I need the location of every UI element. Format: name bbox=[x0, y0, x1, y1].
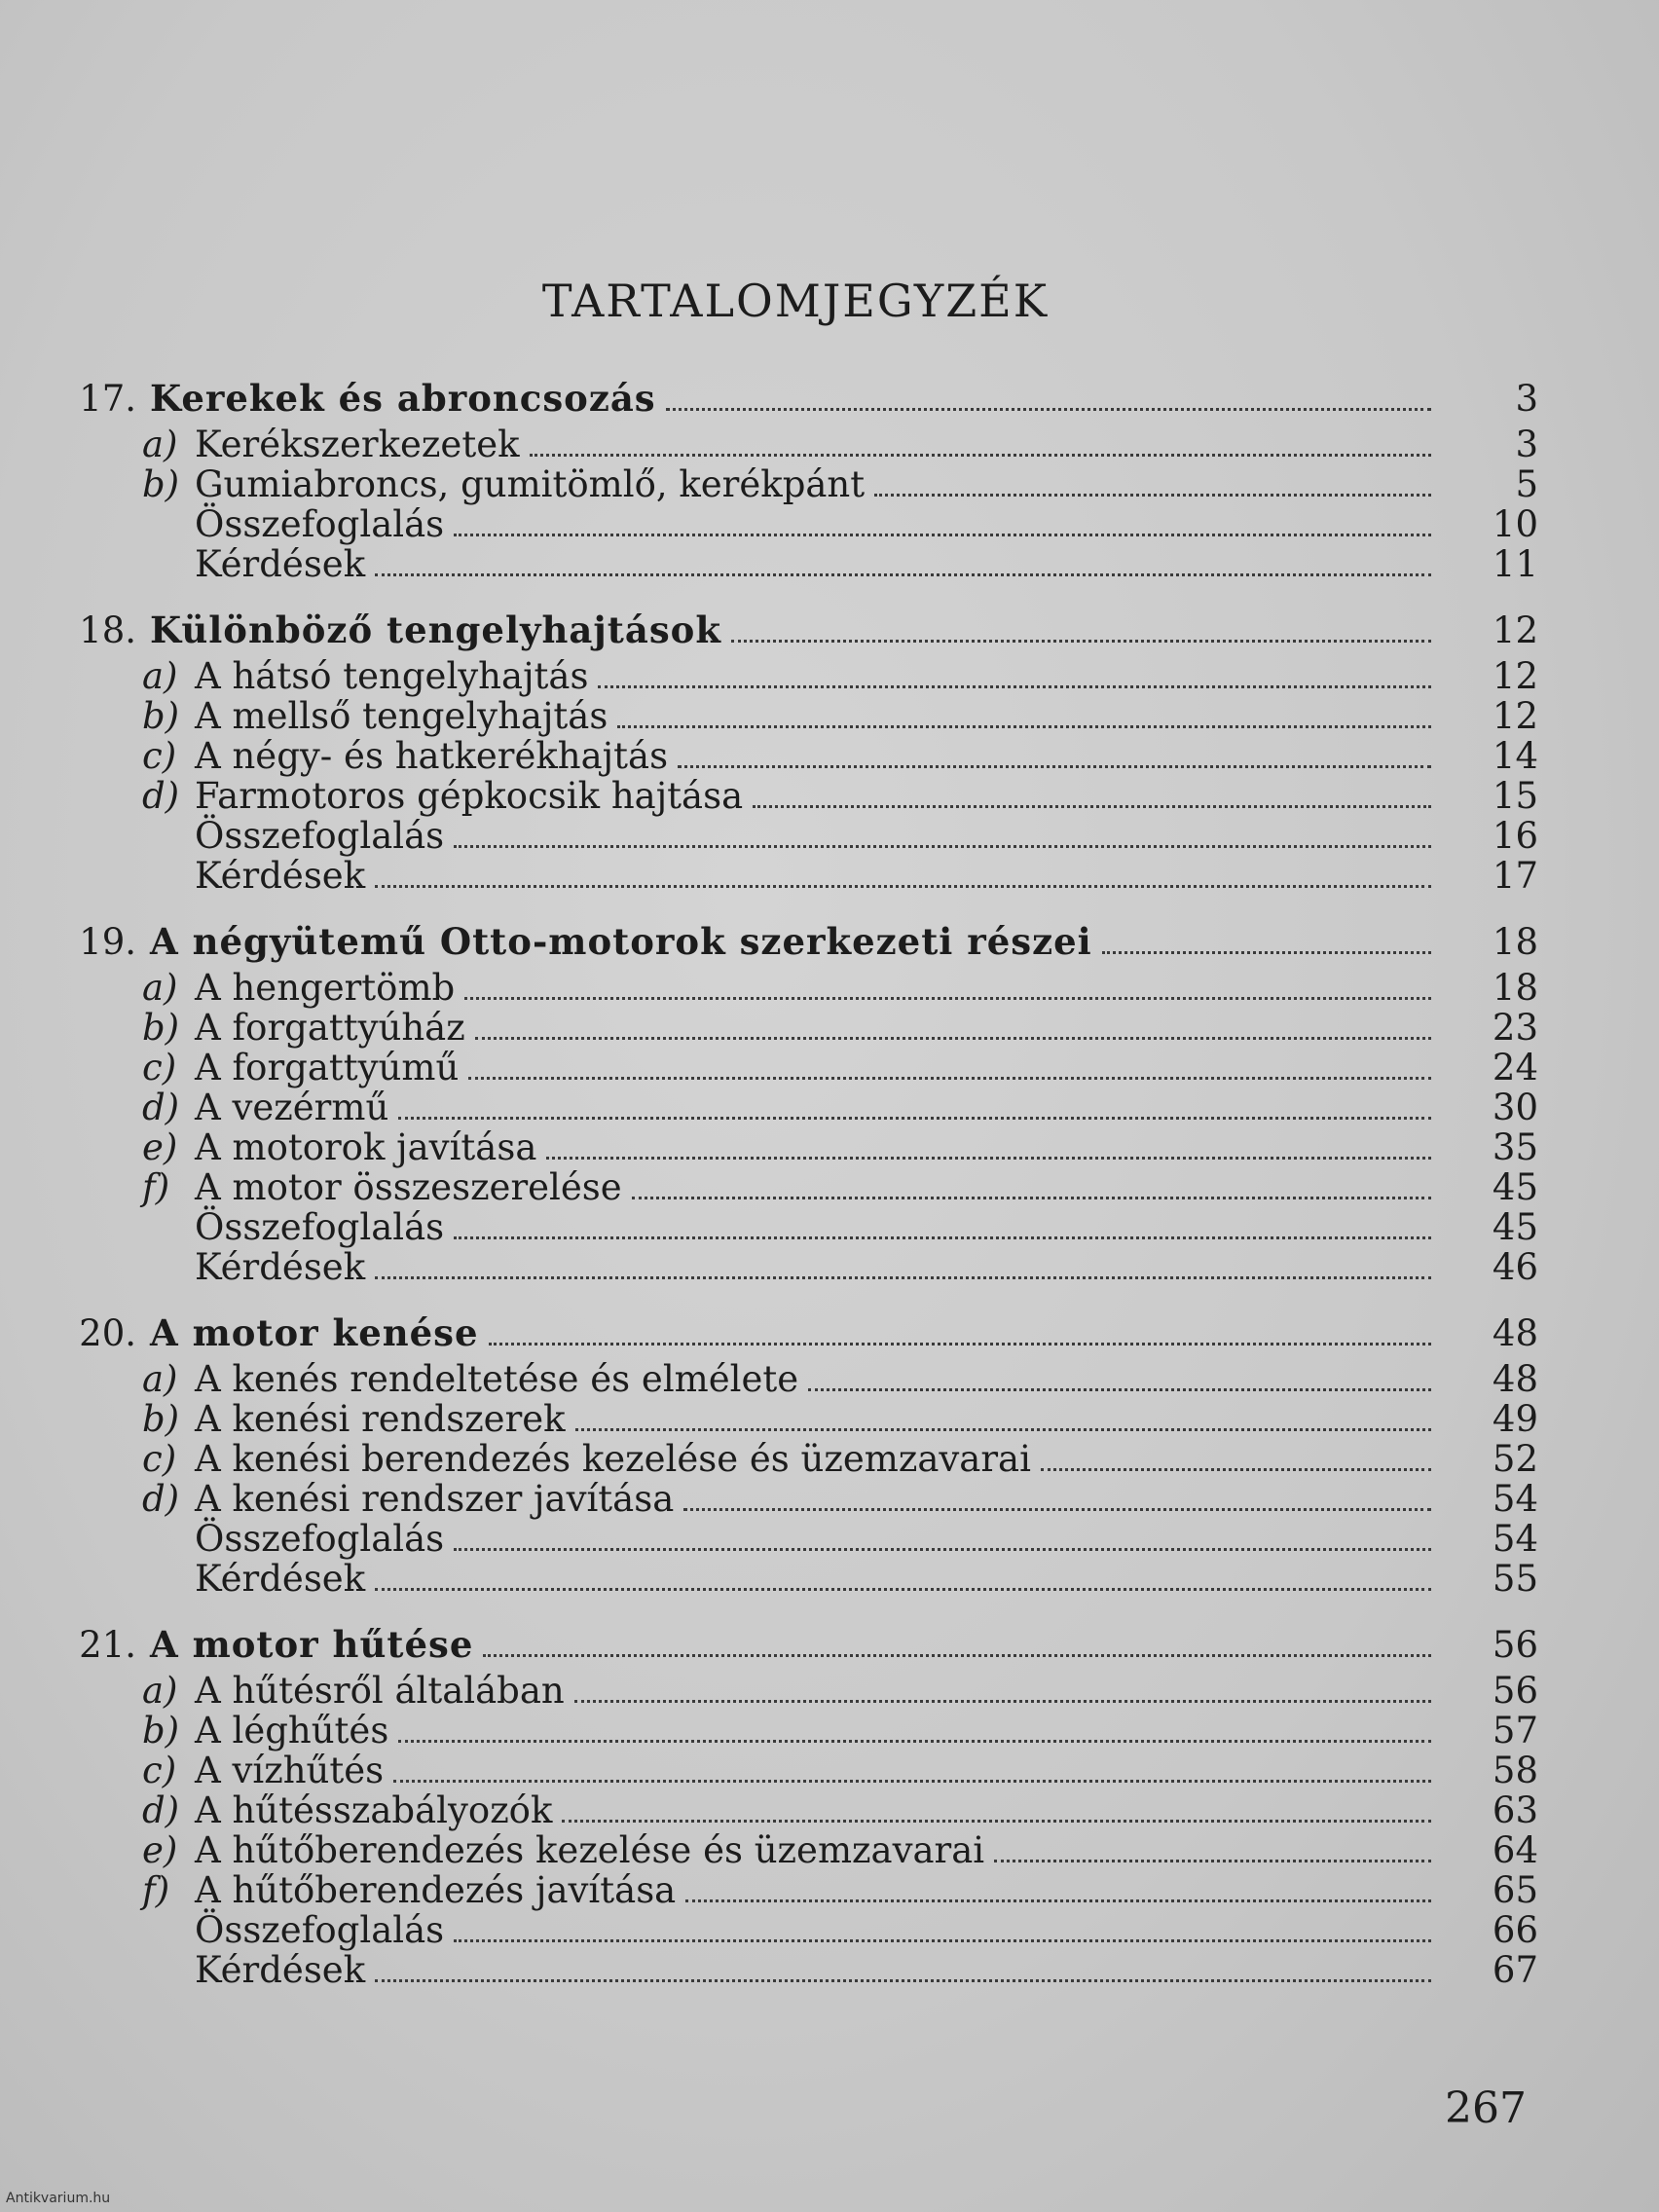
watermark: Antikvarium.hu bbox=[6, 2191, 111, 2206]
dot-leader bbox=[483, 1648, 1431, 1657]
entry-page: 14 bbox=[1492, 735, 1538, 777]
toc-entry bbox=[58, 1399, 1538, 1439]
chapter-number: 17. bbox=[79, 378, 136, 420]
toc-entry bbox=[58, 1479, 1538, 1519]
toc-entry bbox=[58, 1247, 1538, 1287]
entry-page: 17 bbox=[1492, 855, 1538, 897]
chapter-page: 48 bbox=[1492, 1312, 1538, 1354]
toc-entry bbox=[58, 656, 1538, 696]
table-of-contents bbox=[58, 374, 1538, 2011]
chapter-page: 18 bbox=[1492, 921, 1538, 963]
entry-page: 58 bbox=[1492, 1750, 1538, 1791]
dot-leader bbox=[683, 1502, 1431, 1511]
chapter-page: 56 bbox=[1492, 1624, 1538, 1666]
entry-page: 18 bbox=[1492, 967, 1538, 1009]
dot-leader bbox=[678, 759, 1431, 768]
dot-leader bbox=[375, 1973, 1431, 1982]
entry-page: 49 bbox=[1492, 1398, 1538, 1440]
dot-leader bbox=[753, 799, 1431, 808]
dot-leader bbox=[731, 634, 1431, 643]
entry-letter: a) bbox=[142, 655, 178, 697]
dot-leader bbox=[375, 879, 1431, 888]
entry-page: 5 bbox=[1515, 463, 1538, 505]
entry-page: 10 bbox=[1492, 503, 1538, 545]
dot-leader bbox=[530, 448, 1431, 457]
entry-page: 67 bbox=[1492, 1949, 1538, 1991]
chapter-title: A motor hűtése bbox=[150, 1623, 474, 1666]
entry-title: A kenési rendszerek bbox=[195, 1398, 566, 1440]
entry-title: A mellső tengelyhajtás bbox=[195, 695, 608, 737]
toc-entry bbox=[58, 856, 1538, 896]
toc-chapter bbox=[58, 1620, 1538, 1990]
entry-page: 46 bbox=[1492, 1246, 1538, 1288]
entry-page: 12 bbox=[1492, 655, 1538, 697]
toc-chapter bbox=[58, 606, 1538, 896]
toc-entry bbox=[58, 1830, 1538, 1870]
entry-page: 45 bbox=[1492, 1166, 1538, 1208]
entry-title: A hűtőberendezés javítása bbox=[195, 1869, 677, 1911]
entry-letter: e) bbox=[142, 1126, 178, 1168]
entry-title: A kenési rendszer javítása bbox=[195, 1478, 675, 1520]
toc-entry bbox=[58, 1008, 1538, 1048]
entry-page: 24 bbox=[1492, 1047, 1538, 1088]
dot-leader bbox=[475, 1031, 1431, 1040]
toc-entry bbox=[58, 1048, 1538, 1088]
entry-page: 66 bbox=[1492, 1909, 1538, 1951]
entry-page: 57 bbox=[1492, 1710, 1538, 1751]
dot-leader bbox=[994, 1854, 1431, 1862]
toc-chapter-heading bbox=[58, 1620, 1538, 1669]
entry-page: 56 bbox=[1492, 1670, 1538, 1712]
entry-page: 11 bbox=[1492, 543, 1538, 585]
entry-page: 65 bbox=[1492, 1869, 1538, 1911]
dot-leader bbox=[685, 1894, 1431, 1902]
chapter-title: A motor kenése bbox=[150, 1311, 479, 1354]
toc-entry bbox=[58, 1751, 1538, 1790]
entry-title: A léghűtés bbox=[195, 1710, 389, 1751]
toc-entry bbox=[58, 1910, 1538, 1950]
toc-entry bbox=[58, 1711, 1538, 1751]
page-title: TARTALOMJEGYZÉK bbox=[541, 275, 1050, 327]
toc-chapter bbox=[58, 374, 1538, 584]
entry-letter: c) bbox=[142, 735, 177, 777]
toc-entry bbox=[58, 1088, 1538, 1127]
dot-leader bbox=[617, 719, 1431, 728]
toc-entry bbox=[58, 696, 1538, 736]
dot-leader bbox=[632, 1191, 1431, 1199]
toc-entry bbox=[58, 1790, 1538, 1830]
chapter-title: A négyütemű Otto-motorok szerkezeti részei bbox=[150, 920, 1092, 963]
entry-title: Összefoglalás bbox=[195, 503, 445, 545]
dot-leader bbox=[375, 568, 1431, 576]
entry-letter: a) bbox=[142, 1670, 178, 1712]
page-number: 267 bbox=[1445, 2083, 1527, 2133]
toc-chapter-heading bbox=[58, 374, 1538, 423]
dot-leader bbox=[1041, 1462, 1431, 1471]
entry-letter: b) bbox=[142, 695, 180, 737]
dot-leader bbox=[454, 1542, 1431, 1551]
entry-title: A hűtésszabályozók bbox=[195, 1789, 553, 1831]
entry-title: A hűtőberendezés kezelése és üzemzavarai bbox=[195, 1829, 985, 1871]
entry-letter: f) bbox=[142, 1166, 170, 1208]
chapter-title: Kerekek és abroncsozás bbox=[150, 377, 656, 420]
entry-letter: a) bbox=[142, 1358, 178, 1400]
dot-leader bbox=[375, 1582, 1431, 1591]
entry-title: A négy- és hatkerékhajtás bbox=[195, 735, 669, 777]
toc-entry bbox=[58, 736, 1538, 776]
entry-page: 12 bbox=[1492, 695, 1538, 737]
entry-title: A vezérmű bbox=[195, 1087, 389, 1128]
entry-letter: e) bbox=[142, 1829, 178, 1871]
entry-letter: b) bbox=[142, 1710, 180, 1751]
toc-entry bbox=[58, 1359, 1538, 1399]
dot-leader bbox=[489, 1337, 1431, 1346]
toc-chapter-heading bbox=[58, 1309, 1538, 1357]
entry-page: 48 bbox=[1492, 1358, 1538, 1400]
toc-chapter bbox=[58, 917, 1538, 1287]
dot-leader bbox=[454, 1934, 1431, 1942]
entry-letter: a) bbox=[142, 967, 178, 1009]
chapter-number: 19. bbox=[79, 921, 136, 963]
toc-entry bbox=[58, 1439, 1538, 1479]
entry-letter: c) bbox=[142, 1750, 177, 1791]
toc-chapter-heading bbox=[58, 917, 1538, 966]
chapter-title: Különböző tengelyhajtások bbox=[150, 608, 721, 651]
dot-leader bbox=[375, 1271, 1431, 1279]
entry-page: 23 bbox=[1492, 1007, 1538, 1049]
entry-title: Összefoglalás bbox=[195, 1518, 445, 1560]
entry-letter: b) bbox=[142, 463, 180, 505]
entry-title: A kenés rendeltetése és elmélete bbox=[195, 1358, 799, 1400]
toc-entry bbox=[58, 424, 1538, 464]
dot-leader bbox=[398, 1734, 1431, 1743]
dot-leader bbox=[598, 680, 1431, 688]
entry-title: Gumiabroncs, gumitömlő, kerékpánt bbox=[195, 463, 866, 505]
dot-leader bbox=[546, 1151, 1431, 1160]
toc-entry bbox=[58, 1207, 1538, 1247]
toc-entry bbox=[58, 544, 1538, 584]
dot-leader bbox=[666, 402, 1431, 411]
entry-title: Összefoglalás bbox=[195, 1206, 445, 1248]
entry-title: Kérdések bbox=[195, 1246, 366, 1288]
entry-title: Kérdések bbox=[195, 855, 366, 897]
entry-title: A hűtésről általában bbox=[195, 1670, 565, 1712]
dot-leader bbox=[454, 528, 1431, 536]
entry-letter: d) bbox=[142, 1789, 180, 1831]
entry-page: 30 bbox=[1492, 1087, 1538, 1128]
toc-entry bbox=[58, 464, 1538, 504]
entry-title: A motorok javítása bbox=[195, 1126, 537, 1168]
entry-title: A hengertömb bbox=[195, 967, 456, 1009]
entry-title: A hátsó tengelyhajtás bbox=[195, 655, 589, 697]
entry-page: 16 bbox=[1492, 815, 1538, 857]
entry-page: 54 bbox=[1492, 1518, 1538, 1560]
dot-leader bbox=[1102, 945, 1431, 954]
entry-page: 55 bbox=[1492, 1558, 1538, 1600]
dot-leader bbox=[454, 839, 1431, 848]
entry-letter: d) bbox=[142, 1087, 180, 1128]
toc-entry bbox=[58, 1167, 1538, 1207]
entry-title: Kérdések bbox=[195, 1558, 366, 1600]
entry-title: Összefoglalás bbox=[195, 815, 445, 857]
entry-title: A vízhűtés bbox=[195, 1750, 385, 1791]
chapter-number: 18. bbox=[79, 609, 136, 651]
entry-letter: c) bbox=[142, 1047, 177, 1088]
entry-letter: b) bbox=[142, 1398, 180, 1440]
dot-leader bbox=[454, 1231, 1431, 1239]
toc-entry bbox=[58, 1870, 1538, 1910]
entry-letter: d) bbox=[142, 775, 180, 817]
toc-entry bbox=[58, 1671, 1538, 1711]
dot-leader bbox=[464, 991, 1431, 1000]
entry-title: A kenési berendezés kezelése és üzemzavarai bbox=[195, 1438, 1031, 1480]
entry-page: 52 bbox=[1492, 1438, 1538, 1480]
toc-chapter-heading bbox=[58, 606, 1538, 654]
toc-entry bbox=[58, 1127, 1538, 1167]
entry-title: A forgattyúmű bbox=[195, 1047, 460, 1088]
toc-entry bbox=[58, 1519, 1538, 1559]
entry-title: A motor összeszerelése bbox=[195, 1166, 622, 1208]
entry-page: 54 bbox=[1492, 1478, 1538, 1520]
entry-page: 64 bbox=[1492, 1829, 1538, 1871]
toc-entry bbox=[58, 816, 1538, 856]
entry-letter: b) bbox=[142, 1007, 180, 1049]
chapter-page: 3 bbox=[1515, 378, 1538, 420]
entry-letter: f) bbox=[142, 1869, 170, 1911]
entry-page: 15 bbox=[1492, 775, 1538, 817]
entry-title: Farmotoros gépkocsik hajtása bbox=[195, 775, 744, 817]
entry-page: 45 bbox=[1492, 1206, 1538, 1248]
entry-page: 3 bbox=[1515, 424, 1538, 465]
entry-title: Kérdések bbox=[195, 1949, 366, 1991]
toc-chapter bbox=[58, 1309, 1538, 1599]
dot-leader bbox=[874, 488, 1431, 497]
entry-page: 35 bbox=[1492, 1126, 1538, 1168]
dot-leader bbox=[398, 1111, 1431, 1120]
toc-entry bbox=[58, 1950, 1538, 1990]
entry-title: A forgattyúház bbox=[195, 1007, 465, 1049]
entry-title: Összefoglalás bbox=[195, 1909, 445, 1951]
entry-title: Kérdések bbox=[195, 543, 366, 585]
toc-entry bbox=[58, 776, 1538, 816]
toc-entry bbox=[58, 1559, 1538, 1599]
dot-leader bbox=[393, 1774, 1431, 1783]
dot-leader bbox=[574, 1694, 1431, 1703]
toc-entry bbox=[58, 968, 1538, 1008]
entry-letter: a) bbox=[142, 424, 178, 465]
entry-page: 63 bbox=[1492, 1789, 1538, 1831]
entry-letter: c) bbox=[142, 1438, 177, 1480]
dot-leader bbox=[808, 1382, 1431, 1391]
chapter-number: 20. bbox=[79, 1312, 136, 1354]
dot-leader bbox=[468, 1071, 1431, 1080]
entry-title: Kerékszerkezetek bbox=[195, 424, 520, 465]
dot-leader bbox=[562, 1814, 1431, 1823]
dot-leader bbox=[575, 1422, 1431, 1431]
toc-entry bbox=[58, 504, 1538, 544]
entry-letter: d) bbox=[142, 1478, 180, 1520]
chapter-page: 12 bbox=[1492, 609, 1538, 651]
chapter-number: 21. bbox=[79, 1624, 136, 1666]
